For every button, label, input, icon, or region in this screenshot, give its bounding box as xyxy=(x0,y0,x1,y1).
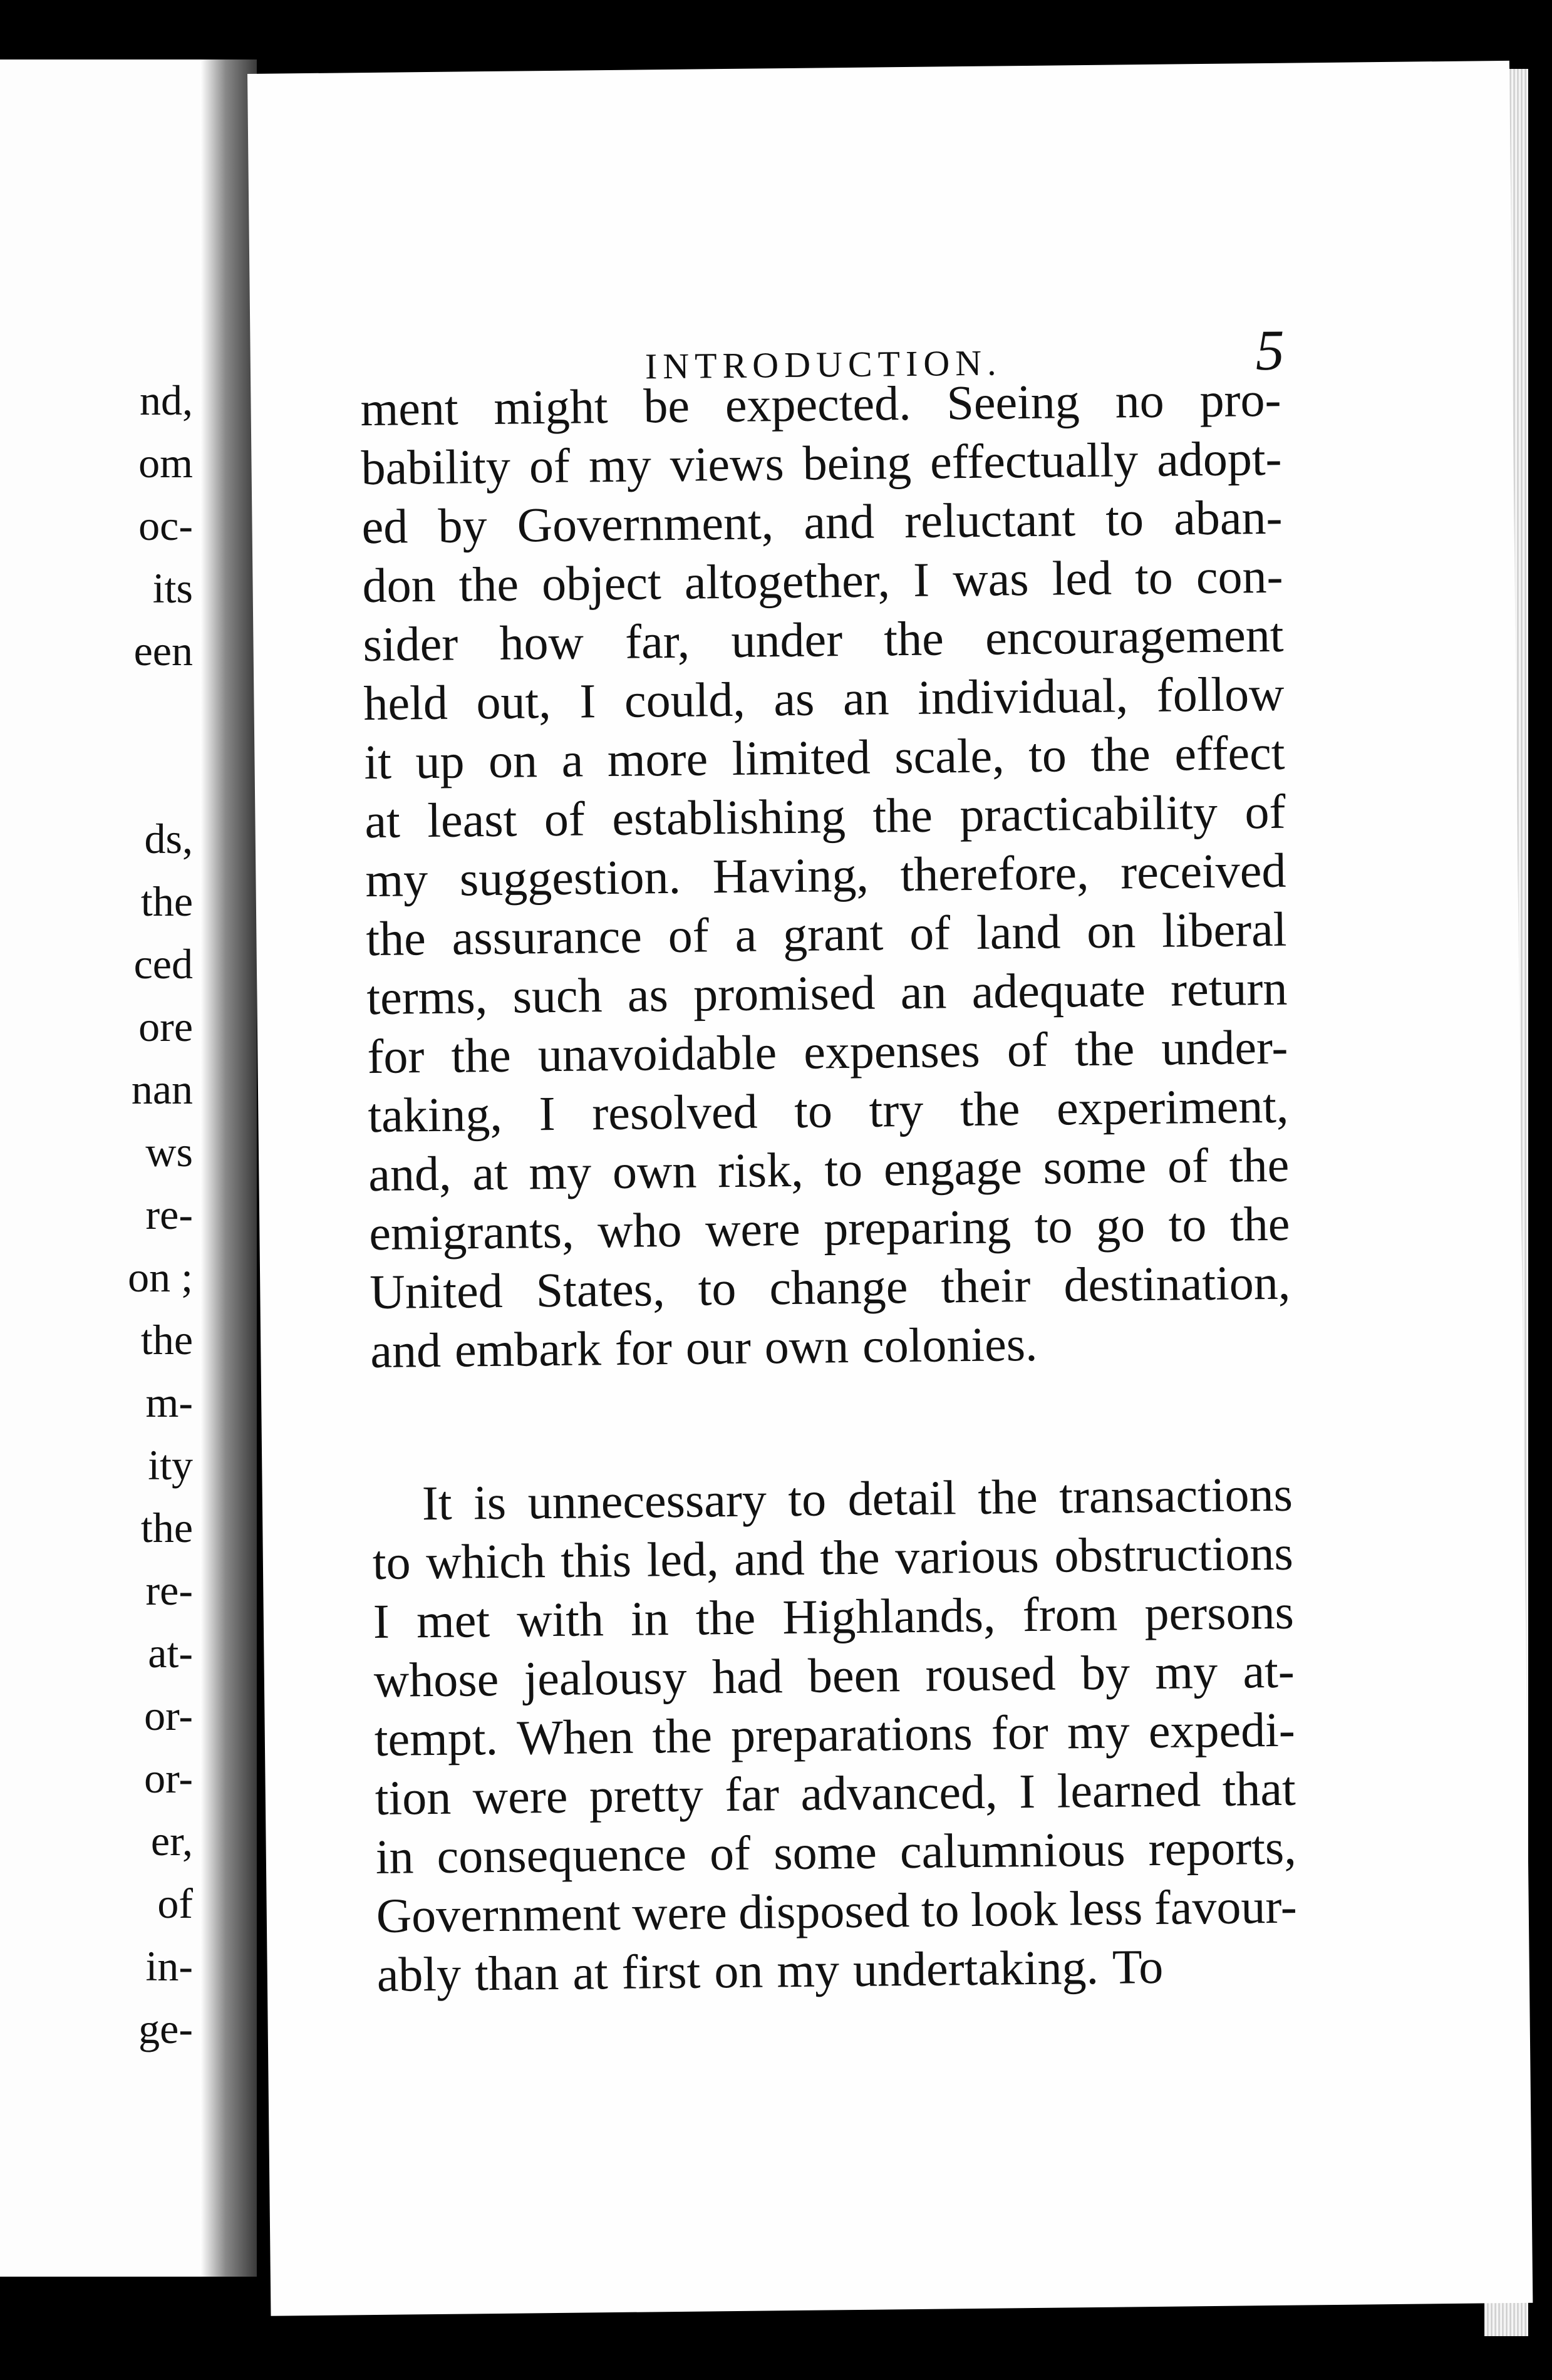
text-line: my suggestion. Having, therefore, received xyxy=(365,842,1286,908)
left-page-fragment: oc- xyxy=(138,502,193,549)
text-line: tion were pretty far advanced, I learned that xyxy=(375,1761,1296,1826)
left-page-fragment: re- xyxy=(145,1191,193,1238)
book-gutter xyxy=(200,59,257,2277)
text-line: It is unnecessary to detail the transactions xyxy=(422,1466,1293,1531)
left-page-fragment: er, xyxy=(150,1817,193,1865)
text-line: ed by Government, and reluctant to aban- xyxy=(361,489,1283,554)
text-line: I met with in the Highlands, from persons xyxy=(373,1584,1295,1649)
running-head: INTRODUCTION. xyxy=(644,342,1002,387)
left-page-fragment: or- xyxy=(144,1754,193,1802)
left-page-fragment: m- xyxy=(145,1379,193,1426)
main-page xyxy=(247,61,1533,2316)
text-line: taking, I resolved to try the experiment, xyxy=(367,1078,1289,1143)
left-facing-page xyxy=(0,59,207,2277)
text-line: terms, such as promised an adequate return xyxy=(366,960,1288,1025)
left-page-fragment: on ; xyxy=(128,1253,193,1301)
left-page-fragment: nd, xyxy=(140,376,193,424)
text-line: and, at my own risk, to engage some of the xyxy=(368,1137,1290,1202)
left-page-fragment: ced xyxy=(133,940,193,988)
text-line: the assurance of a grant of land on liberal xyxy=(366,901,1287,966)
text-line: sider how far, under the encouragement xyxy=(363,607,1284,672)
text-line: United States, to change their destination, xyxy=(369,1255,1291,1320)
paragraph-2 xyxy=(371,1465,1298,2004)
text-line: ment might be expected. Seeing no pro- xyxy=(360,371,1281,437)
text-line: for the unavoidable expenses of the under- xyxy=(366,1019,1288,1084)
text-line: tempt. When the preparations for my expedi- xyxy=(374,1702,1296,1767)
page-number: 5 xyxy=(1255,318,1285,383)
text-line: Government were disposed to look less favour- xyxy=(376,1878,1298,1943)
text-line: it up on a more limited scale, to the effect xyxy=(364,725,1285,790)
left-page-fragment: ore xyxy=(138,1003,193,1050)
left-page-fragment: re- xyxy=(145,1566,193,1614)
text-line: and embark for our own colonies. xyxy=(370,1316,1038,1379)
text-line: don the object altogether, I was led to con- xyxy=(362,548,1283,613)
body-text xyxy=(360,370,1298,2004)
left-page-fragment: om xyxy=(138,439,193,487)
left-page-fragment: its xyxy=(152,564,193,612)
text-line: bability of my views being effectually adopt- xyxy=(361,430,1282,495)
left-page-fragment: the xyxy=(140,1504,193,1551)
left-page-fragment: ds, xyxy=(144,815,193,862)
text-line: emigrants, who were preparing to go to the xyxy=(368,1196,1290,1261)
left-page-fragment: ge- xyxy=(138,2005,193,2052)
left-page-fragment: een xyxy=(133,627,193,675)
left-page-fragment: the xyxy=(140,877,193,925)
text-line: to which this led, and the various obstructions xyxy=(372,1525,1294,1590)
text-line: ably than at first on my undertaking. To xyxy=(376,1938,1164,2002)
left-page-fragment: ity xyxy=(148,1441,193,1489)
text-line: at least of establishing the practicability of xyxy=(365,784,1286,849)
left-page-fragment: nan xyxy=(131,1065,193,1113)
left-page-fragment: of xyxy=(157,1880,193,1927)
left-page-fragment: or- xyxy=(144,1692,193,1739)
paragraph-1 xyxy=(360,370,1291,1380)
text-line: held out, I could, as an individual, follow xyxy=(363,666,1285,731)
text-line: in consequence of some calumnious reports, xyxy=(375,1819,1297,1885)
text-line: whose jealousy had been roused by my at- xyxy=(373,1643,1295,1708)
left-page-fragment: ws xyxy=(145,1128,193,1176)
left-page-fragment: at- xyxy=(148,1629,193,1677)
left-page-fragment: the xyxy=(140,1316,193,1363)
left-page-fragment: in- xyxy=(145,1942,193,1990)
